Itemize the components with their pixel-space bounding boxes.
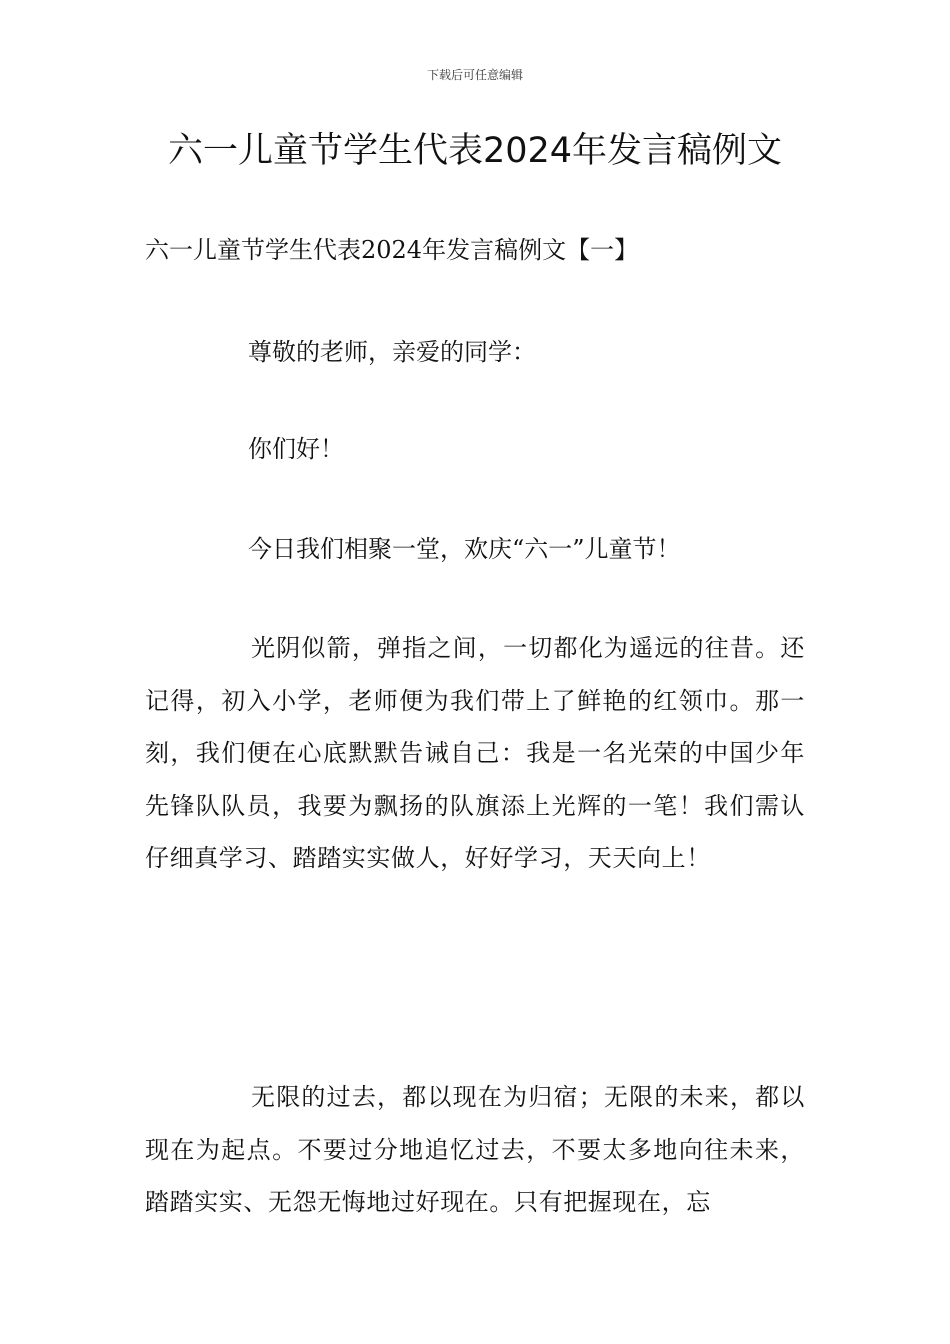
- body-paragraph-2: 无限的过去，都以现在为归宿；无限的未来，都以现在为起点。不要过分地追忆过去，不要太多地向往未来，踏踏实实、无怨无悔地过好现在。只有把握现在，忘: [145, 1083, 805, 1216]
- greeting-line: 尊敬的老师，亲爱的同学：: [248, 338, 536, 366]
- gathering-line: 今日我们相聚一堂，欢庆“六一”儿童节！: [248, 535, 681, 563]
- hello-line: 你们好！: [248, 435, 344, 463]
- header-note: 下载后可任意编辑: [426, 68, 523, 82]
- section-heading: 六一儿童节学生代表2024年发言稿例文【一】: [145, 236, 639, 264]
- document-title: 六一儿童节学生代表2024年发言稿例文: [167, 131, 783, 171]
- body-paragraph-1: 光阴似箭，弹指之间，一切都化为遥远的往昔。还记得，初入小学，老师便为我们带上了鲜艳的红领巾。那一刻，我们便在心底默默告诫自己：我是一名光荣的中国少年先锋队队员，我要为飘扬的队旗添上光辉的一笔！我们需认仔细真学习、踏踏实实做人，好好学习，天天向上！: [145, 634, 805, 872]
